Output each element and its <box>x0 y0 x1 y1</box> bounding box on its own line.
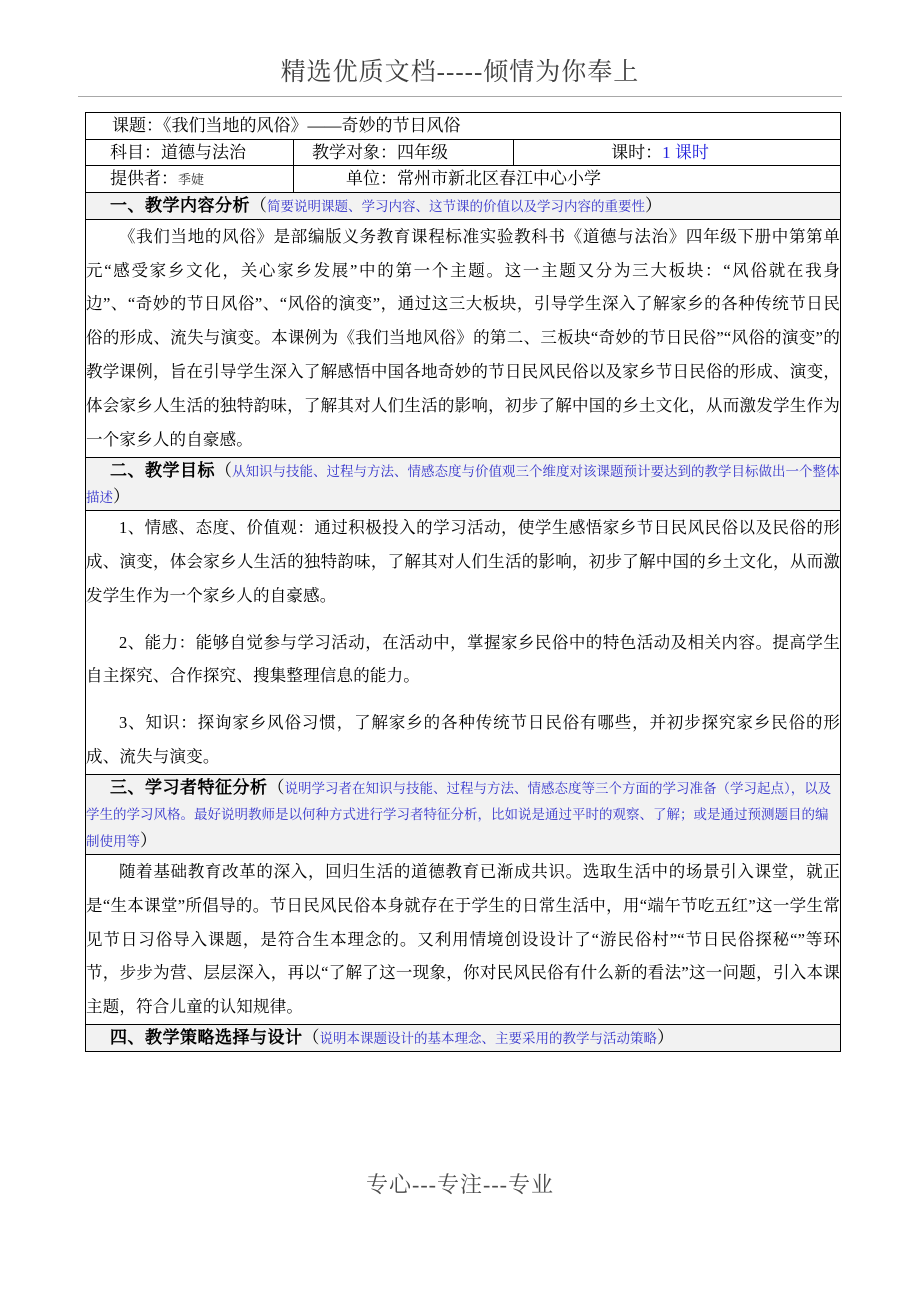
periods-cell <box>514 139 841 166</box>
unit-label: 单位： <box>346 169 397 188</box>
table-row-section-header-4 <box>86 1025 841 1052</box>
title-value: 《我们当地的风俗》——奇妙的节日风俗 <box>163 116 461 135</box>
section-header-3: 三、学习者特征分析（说明学习者在知识与技能、过程与方法、情感态度等三个方面的学习准备（学习起点），以及学生的学习风格。最好说明教师是以何种方式进行学习者特征分析，比如说是通过平时的观察、了解；或是通过预测题目的编制使用等） <box>86 774 841 854</box>
section-header-2: 二、教学目标（从知识与技能、过程与方法、情感态度与价值观三个维度对该课题预计要达到的教学目标做出一个整体描述） <box>86 457 841 511</box>
subject-label: 科目： <box>110 142 161 162</box>
paragraph: 2、能力：能够自觉参与学习活动，在活动中，掌握家乡民俗中的特色活动及相关内容。提高学生自主探究、合作探究、搜集整理信息的能力。 <box>86 632 841 686</box>
paragraph: 3、知识：探询家乡风俗习惯，了解家乡的各种传统节日民俗有哪些，并初步探究家乡民俗的形成、流失与演变。 <box>86 713 841 767</box>
paragraph: 《我们当地的风俗》是部编版义务教育课程标准实验教科书《道德与法治》四年级下册中第第单元“感受家乡文化，关心家乡发展”中的第一个主题。这一主题又分为三大板块：“风俗就在我身边”、“奇妙的节日风俗”、“风俗的演变”，通过这三大板块，引导学生深入了解家乡的各种传统节日民俗的形成、流失与演变。本课例为《我们当地风俗》的第二、三板块“奇妙的节日民俗”“风俗的演变”的教学课例，旨在引导学生深入了解感悟中国各地奇妙的节日民风民俗以及家乡节日民俗的形成、演变，体会家乡人生活的独特韵味，了解其对人们生活的影响，初步了解中国的乡土文化，从而激发学生作为一个家乡人的自豪感。 <box>86 226 841 449</box>
audience-cell <box>294 139 514 166</box>
section-4-note: 说明本课题设计的基本理念、主要采用的教学与活动策略 <box>319 1031 657 1046</box>
running-header-rule <box>78 96 842 97</box>
table-row-section-body-1 <box>86 219 841 457</box>
title-label: 课题： <box>112 116 163 135</box>
section-3-note: 说明学习者在知识与技能、过程与方法、情感态度等三个方面的学习准备（学习起点），以及学生的学习风格。最好说明教师是以何种方式进行学习者特征分析，比如说是通过平时的观察、了解；或是通过预测题目的编制使用等 <box>86 780 832 849</box>
section-body-2 <box>86 511 841 775</box>
section-1-title: 一、教学内容分析 <box>110 195 250 215</box>
section-header-4: 四、教学策略选择与设计（说明本课题设计的基本理念、主要采用的教学与活动策略） <box>86 1025 841 1052</box>
provider-value: 季婕 <box>178 173 205 188</box>
section-body-1 <box>86 219 841 457</box>
table-row-provider <box>86 166 841 193</box>
provider-cell <box>86 166 294 193</box>
provider-label: 提供者： <box>110 169 178 188</box>
unit-cell <box>294 166 841 193</box>
title-cell <box>86 113 841 140</box>
paragraph: 随着基础教育改革的深入，回归生活的道德教育已渐成共识。选取生活中的场景引入课堂，就正是“生本课堂”所倡导的。节日民风民俗本身就存在于学生的日常生活中，用“端午节吃五红”这一学生常见节日习俗导入课题，是符合生本理念的。又利用情境创设设计了“游民俗村”“节日民俗探秘“”等环节，步步为营、层层深入，再以“了解了这一现象，你对民风民俗有什么新的看法”这一问题，引入本课主题，符合儿童的认知规律。 <box>86 861 841 1017</box>
audience-label: 教学对象： <box>312 142 397 162</box>
table-row-section-body-3 <box>86 854 841 1024</box>
document-running-header <box>78 52 842 97</box>
periods-label: 课时： <box>611 142 663 162</box>
lesson-plan-table <box>85 112 841 1052</box>
table-row-title <box>86 113 841 140</box>
table-row-section-header-1 <box>86 192 841 219</box>
section-2-note: 从知识与技能、过程与方法、情感态度与价值观三个维度对该课题预计要达到的教学目标做出一个整体描述 <box>86 463 840 505</box>
section-2-title: 二、教学目标 <box>110 460 215 480</box>
document-running-footer: 专心---专注---专业 <box>366 1172 554 1197</box>
section-1-note: 简要说明课题、学习内容、这节课的价值以及学习内容的重要性 <box>267 198 645 214</box>
subject-cell <box>86 139 294 166</box>
section-header-1: 一、教学内容分析（简要说明课题、学习内容、这节课的价值以及学习内容的重要性） <box>86 192 841 219</box>
section-4-title: 四、教学策略选择与设计 <box>110 1028 303 1047</box>
subject-value: 道德与法治 <box>161 142 246 162</box>
table-row-section-header-2 <box>86 457 841 511</box>
table-row-subject <box>86 139 841 166</box>
table-row-section-header-3 <box>86 774 841 854</box>
section-body-3 <box>86 854 841 1024</box>
paragraph: 1、情感、态度、价值观：通过积极投入的学习活动，使学生感悟家乡节日民风民俗以及民俗的形成、演变，体会家乡人生活的独特韵味，了解其对人们生活的影响，初步了解中国的乡土文化，从而激发学生作为一个家乡人的自豪感。 <box>86 518 841 605</box>
audience-value: 四年级 <box>397 142 448 162</box>
unit-value: 常州市新北区春江中心小学 <box>397 169 601 188</box>
running-header-text: 精选优质文档-----倾情为你奉上 <box>280 59 640 86</box>
periods-value: 1 课时 <box>662 142 709 162</box>
section-3-title: 三、学习者特征分析 <box>110 777 268 797</box>
table-row-section-body-2 <box>86 511 841 775</box>
